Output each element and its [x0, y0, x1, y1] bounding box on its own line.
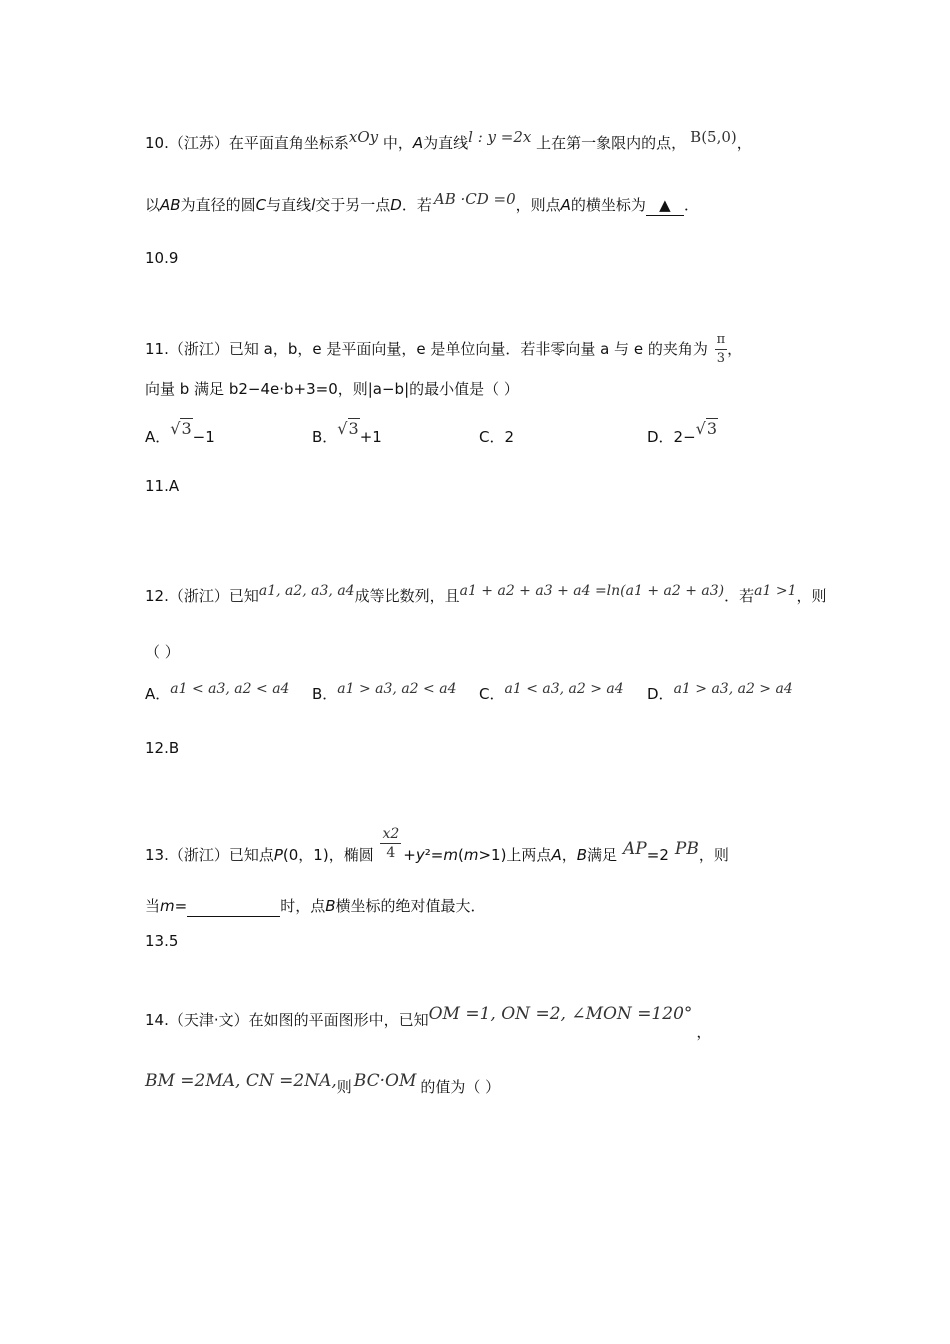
q11-option-a	[145, 419, 215, 447]
q13-text: (	[457, 846, 464, 864]
q13-text: 13.（浙江）已知点	[145, 846, 274, 864]
q12-option-c	[479, 681, 624, 705]
q12-option-b	[312, 681, 457, 705]
q12-option-d-label: D．	[647, 685, 674, 703]
q10-dot-product: AB ·CD =0	[433, 190, 516, 208]
q12-option-b-label: B．	[312, 685, 338, 703]
q13-text: ，	[561, 846, 577, 864]
q13-fraction	[380, 825, 401, 862]
q13-text: (0，1)，椭圆	[282, 846, 374, 864]
q12-line2: （ ）	[145, 643, 180, 661]
q13-text: >1)上两点	[478, 846, 552, 864]
q12-option-c-math: a1 < a3, a2 > a4	[504, 681, 624, 697]
q13-text: =2	[646, 846, 669, 864]
q11-sqrt: √3	[170, 419, 192, 438]
q10-line-l: l	[311, 196, 316, 214]
q12-option-b-math: a1 > a3, a2 < a4	[337, 681, 457, 697]
q14-line2	[145, 1071, 501, 1097]
q10-xoy: xOy	[348, 128, 379, 146]
q12-text: ．若	[724, 587, 755, 605]
q10-text: 以	[145, 196, 161, 214]
q13-point-b: B	[325, 897, 336, 915]
q10-text: 的横坐标为	[570, 196, 646, 214]
q14-text: 则	[336, 1078, 352, 1096]
q10-number: 10.（江苏）在平面直角坐标系	[145, 134, 349, 152]
q11-line1	[145, 331, 742, 368]
q13-m: m	[463, 846, 479, 864]
q10-line-eq: l : y =2x	[468, 128, 532, 146]
q12-option-a	[145, 681, 290, 705]
q11-radicand: 3	[706, 419, 718, 438]
q13-vector-pb: PB	[674, 839, 699, 859]
q13-text: +	[403, 846, 416, 864]
q13-text: 当	[145, 897, 161, 915]
q13-m: m	[443, 846, 458, 864]
q11-sqrt: √3	[695, 419, 718, 438]
q10-line2	[145, 190, 699, 216]
q10-text: 交于另一点	[315, 196, 391, 214]
q13-text: 时，点	[280, 897, 326, 915]
q13-answer: 13.5	[145, 932, 179, 950]
q12-option-a-label: A．	[145, 685, 171, 703]
q11-pi-denominator: 3	[716, 351, 726, 366]
q10-line1	[145, 128, 752, 153]
q11-line2: 向量 b 满足 b2−4e·b+3=0，则|a−b|的最小值是（ ）	[145, 380, 519, 398]
q10-point-a: A	[560, 196, 571, 214]
q10-ab: AB	[160, 196, 181, 214]
q10-text: 与直线	[266, 196, 312, 214]
q12-option-d-math: a1 > a3, a2 > a4	[673, 681, 793, 697]
q11-text: 11.（浙江）已知 a，b，e 是平面向量，e 是单位向量．若非零向量 a 与 e 的夹角为	[145, 340, 708, 358]
q12-text: 成等比数列，且	[354, 587, 460, 605]
q11-answer: 11.A	[145, 477, 180, 495]
q12-text: 12.（浙江）已知	[145, 587, 259, 605]
q10-text: ．若	[401, 196, 432, 214]
q10-circle-c: C	[255, 196, 267, 214]
q12-equation: a1 + a2 + a3 + a4 =ln(a1 + a2 + a3)	[459, 583, 725, 599]
q12-option-d	[647, 681, 793, 705]
q14-dot-product: BC·OM	[353, 1071, 417, 1091]
q10-text: 中，	[382, 134, 413, 152]
q13-answer-blank	[187, 896, 280, 917]
q10-text: ，则点	[515, 196, 561, 214]
q13-point-a: A	[551, 846, 562, 864]
q13-y: y	[415, 846, 425, 864]
q12-text: ，则	[796, 587, 827, 605]
q13-text: 横坐标的绝对值最大．	[335, 897, 486, 915]
q11-option-d-label: D．2−	[647, 428, 696, 446]
q11-option-b-tail: +1	[359, 428, 382, 446]
q11-option-d	[647, 419, 718, 447]
q13-text: =	[174, 897, 188, 915]
q14-text: 的值为（ ）	[420, 1078, 501, 1096]
q11-option-c: C．2	[479, 428, 515, 446]
q13-fraction-denominator: 4	[386, 845, 396, 861]
q12-line1	[145, 583, 827, 607]
q14-line1	[145, 1004, 712, 1041]
q11-sqrt: √3	[337, 419, 359, 438]
q13-line2	[145, 896, 486, 917]
q10-point-b: B(5,0)	[690, 128, 737, 146]
q11-option-a-label: A．	[145, 428, 171, 446]
q10-text: ，	[736, 134, 752, 152]
q13-text: ，则	[698, 846, 729, 864]
q13-text: ²=	[424, 846, 444, 864]
q12-sequence: a1, a2, a3, a4	[258, 583, 355, 599]
q10-text: ．	[683, 196, 699, 214]
q10-text: 上在第一象限内的点，	[536, 134, 687, 152]
q10-text: 为直线	[423, 134, 469, 152]
q14-given: OM =1, ON =2, ∠MON =120°	[428, 1004, 693, 1024]
q10-text: 为直径的圆	[180, 196, 256, 214]
q11-radicand: 3	[348, 419, 359, 438]
q13-line1	[145, 826, 729, 874]
q14-text: ，	[696, 1023, 712, 1041]
q10-point-d: D	[390, 196, 402, 214]
q11-option-b	[312, 419, 382, 447]
q13-point-b: B	[576, 846, 588, 864]
q13-m: m	[160, 897, 175, 915]
q10-answer-blank: ▲	[646, 195, 684, 216]
q11-option-b-label: B．	[312, 428, 338, 446]
q13-vector-ap: AP	[623, 839, 647, 859]
q13-text: 满足	[587, 846, 618, 864]
q12-condition: a1 >1	[754, 583, 797, 599]
q10-answer: 10.9	[145, 249, 179, 267]
q11-text: ，	[727, 340, 743, 358]
q11-radicand: 3	[181, 419, 192, 438]
q14-text: 14.（天津·文）在如图的平面图形中，已知	[145, 1011, 429, 1029]
q12-option-c-label: C．	[479, 685, 505, 703]
q12-option-a-math: a1 < a3, a2 < a4	[170, 681, 290, 697]
q11-pi-numerator: π	[715, 331, 728, 350]
q13-point-p: P	[273, 846, 283, 864]
q14-given2: BM =2MA, CN =2NA,	[145, 1071, 337, 1091]
q11-pi-fraction	[715, 331, 728, 368]
q13-fraction-numerator: x2	[382, 826, 400, 842]
q11-option-a-tail: −1	[192, 428, 215, 446]
q10-point-a: A	[412, 134, 424, 152]
q12-answer: 12.B	[145, 739, 180, 757]
